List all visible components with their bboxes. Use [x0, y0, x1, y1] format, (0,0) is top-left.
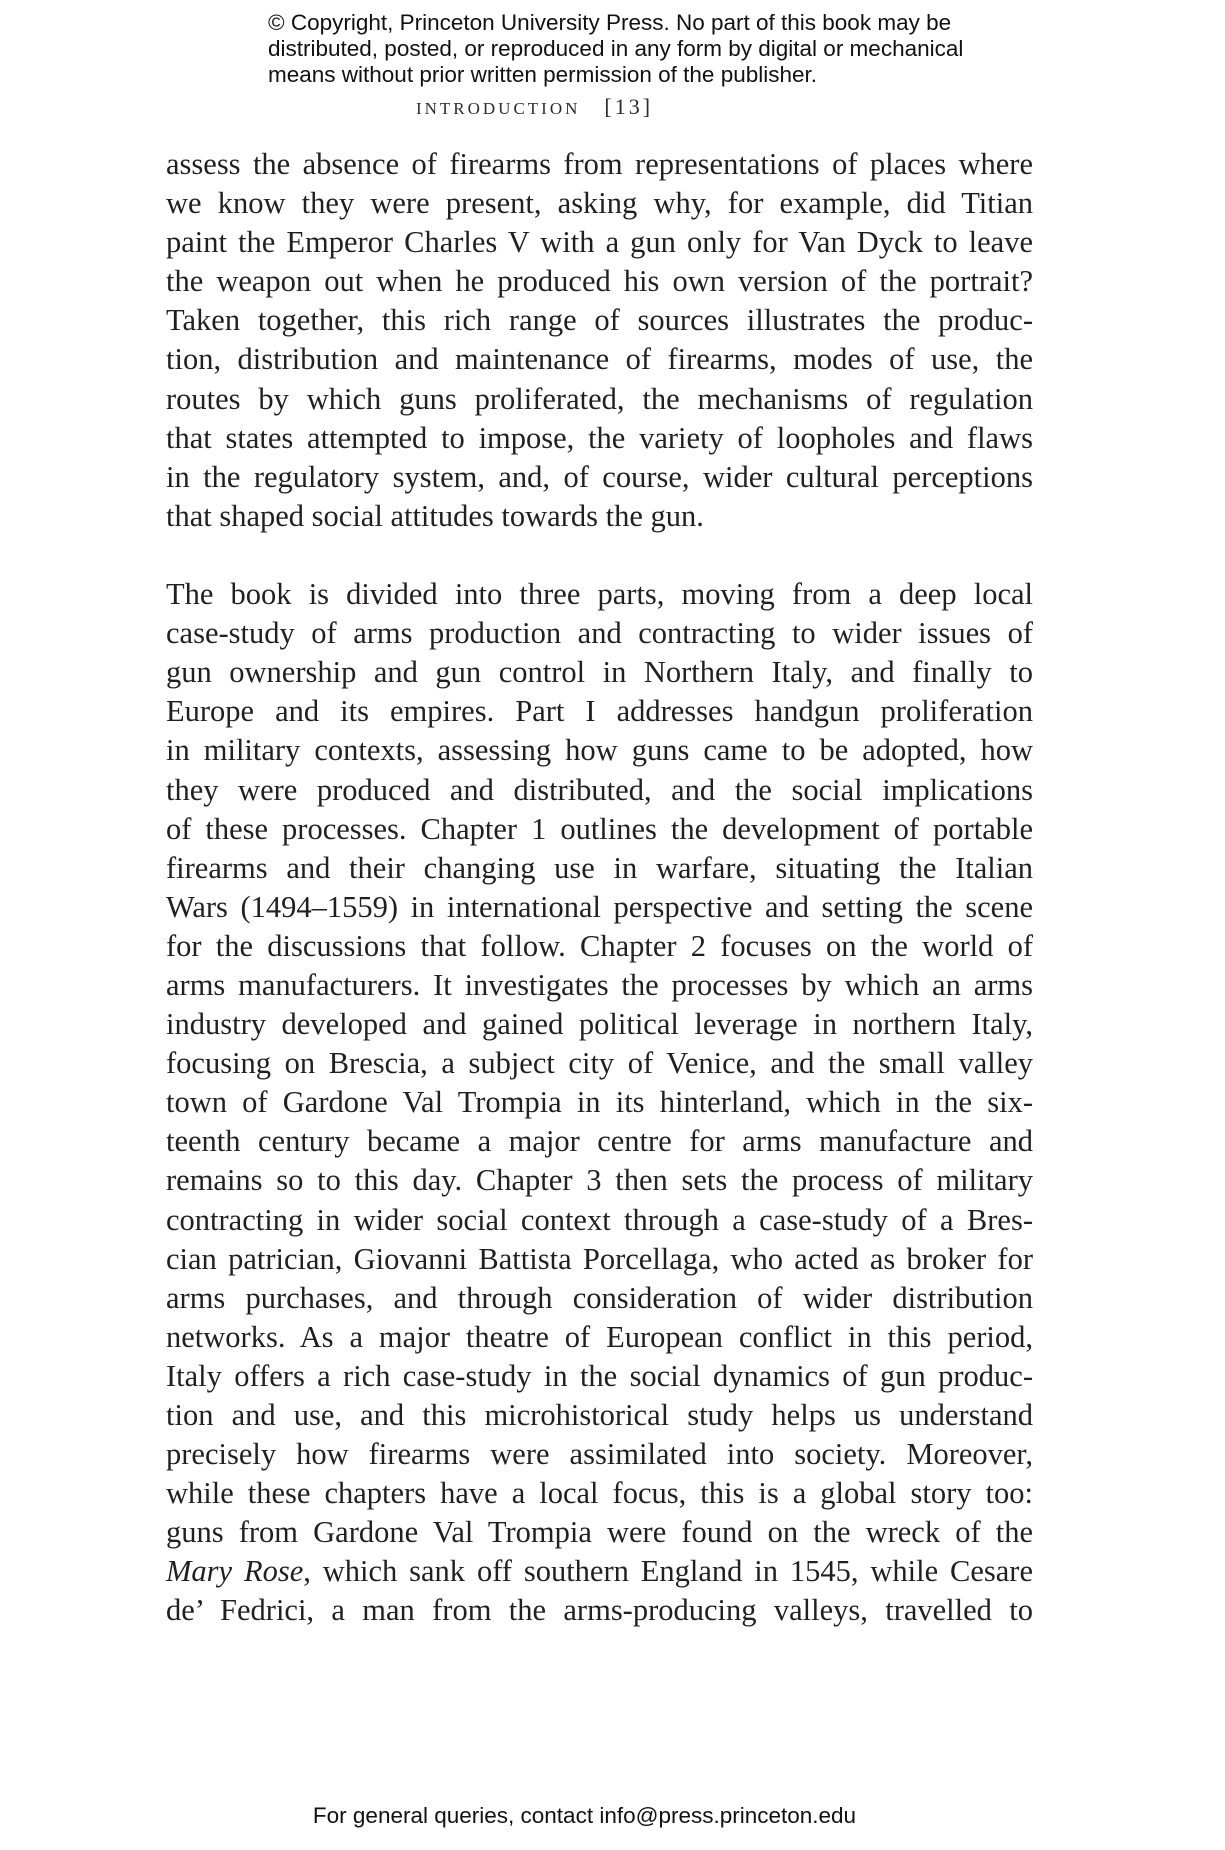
text-line: Europe and its empires. Part I addresses handgun proliferation	[166, 694, 1033, 729]
text-line: town of Gardone Val Trompia in its hinterland, which in the six-	[166, 1085, 1033, 1120]
text-line: cian patrician, Giovanni Battista Porcellaga, who acted as broker for	[166, 1241, 1033, 1276]
text-line: in military contexts, assessing how guns came to be adopted, how	[166, 733, 1033, 768]
text-fragment: , which sank off southern England in 1545, while Cesare	[303, 1554, 1033, 1589]
page-number: [13]	[604, 94, 654, 119]
text-line: teenth century became a major centre for arms manufacture and	[166, 1124, 1033, 1159]
text-line: we know they were present, asking why, for example, did Titian	[166, 186, 1033, 221]
text-line: networks. As a major theatre of European conflict in this period,	[166, 1319, 1033, 1354]
text-line: of these processes. Chapter 1 outlines the development of portable	[166, 811, 1033, 846]
text-line: routes by which guns proliferated, the mechanisms of regulation	[166, 381, 1033, 416]
running-head	[0, 94, 1225, 120]
text-line: tion, distribution and maintenance of firearms, modes of use, the	[166, 342, 1033, 377]
copyright-line: means without prior written permission of the publisher.	[268, 62, 818, 87]
text-line: assess the absence of firearms from representations of places where	[166, 147, 1033, 181]
text-line: precisely how firearms were assimilated into society. Moreover,	[166, 1437, 1033, 1472]
text-line: in the regulatory system, and, of course, wider cultural perceptions	[166, 459, 1033, 494]
paragraph-1	[166, 145, 1033, 536]
text-line: paint the Emperor Charles V with a gun only for Van Dyck to leave	[166, 225, 1033, 260]
text-line: Wars (1494–1559) in international perspective and setting the scene	[166, 889, 1033, 924]
text-line: remains so to this day. Chapter 3 then sets the process of military	[166, 1163, 1033, 1198]
text-line: that states attempted to impose, the variety of loopholes and flaws	[166, 420, 1033, 455]
text-line: tion and use, and this microhistorical study helps us understand	[166, 1398, 1033, 1432]
text-line: case-study of arms production and contracting to wider issues of	[166, 616, 1033, 651]
text-line: focusing on Brescia, a subject city of Venice, and the small valley	[166, 1046, 1033, 1081]
text-line: Italy offers a rich case-study in the social dynamics of gun produc-	[166, 1358, 1033, 1393]
copyright-line: distributed, posted, or reproduced in any form by digital or mechanical	[268, 36, 964, 61]
copyright-notice	[268, 10, 968, 88]
text-line: that shaped social attitudes towards the gun.	[166, 498, 704, 533]
text-line: industry developed and gained political leverage in northern Italy,	[166, 1007, 1033, 1042]
footer-text: For general queries, contact info@press.princeton.edu	[312, 1803, 857, 1828]
paragraph-2	[166, 575, 1033, 1631]
text-line: arms manufacturers. It investigates the processes by which an arms	[166, 967, 1033, 1002]
italic-ship-name: Mary Rose	[166, 1554, 304, 1589]
text-line: guns from Gardone Val Trompia were found on the wreck of the	[166, 1515, 1033, 1550]
text-line: for the discussions that follow. Chapter 2 focuses on the world of	[166, 928, 1033, 963]
copyright-line: © Copyright, Princeton University Press. No part of this book may be	[268, 10, 952, 35]
text-line: The book is divided into three parts, moving from a deep local	[166, 577, 1033, 612]
text-line: firearms and their changing use in warfare, situating the Italian	[166, 850, 1033, 885]
text-line: Taken together, this rich range of sources illustrates the produc-	[166, 303, 1033, 338]
text-line: gun ownership and gun control in Northern Italy, and finally to	[166, 655, 1033, 690]
text-line: contracting in wider social context through a case-study of a Bres-	[166, 1202, 1033, 1237]
text-line: they were produced and distributed, and the social implications	[166, 772, 1033, 807]
text-line: while these chapters have a local focus, this is a global story too:	[166, 1476, 1033, 1511]
body-text	[166, 145, 1033, 1670]
footer-contact	[0, 1803, 1225, 1829]
text-line: arms purchases, and through consideration of wider distribution	[166, 1280, 1033, 1315]
text-line: de’ Fedrici, a man from the arms-producing valleys, travelled to	[166, 1593, 1033, 1628]
text-line-with-italic	[166, 1552, 1033, 1591]
text-line: the weapon out when he produced his own version of the portrait?	[166, 264, 1033, 299]
section-title: INTRODUCTION	[415, 99, 581, 118]
